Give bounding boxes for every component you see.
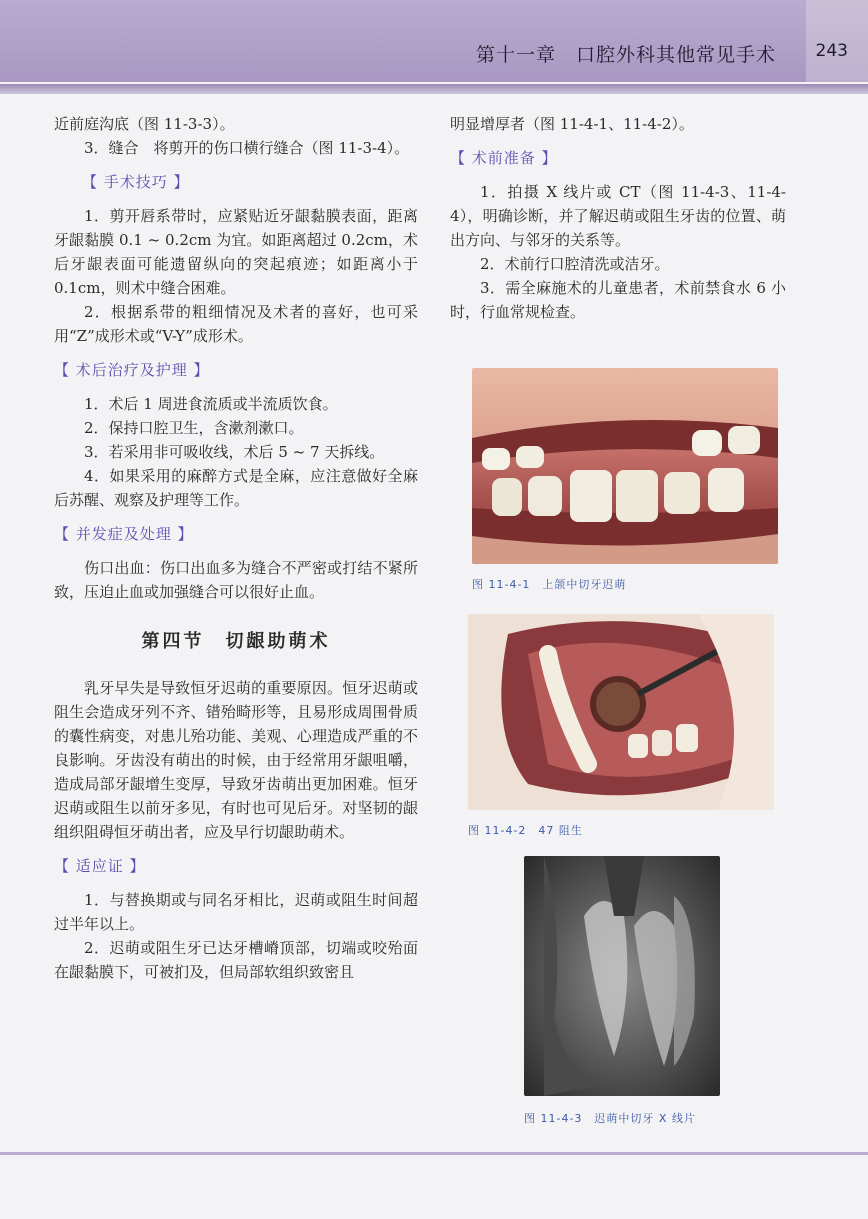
header-divider	[0, 84, 868, 94]
xray-illustration	[524, 856, 720, 1096]
paragraph: 4．如果采用的麻醉方式是全麻，应注意做好全麻后苏醒、观察及护理等工作。	[54, 467, 418, 509]
left-column	[54, 112, 418, 984]
paragraph: 2．迟萌或阻生牙已达牙槽嵴顶部，切端或咬殆面在龈黏膜下，可被扪及，但局部软组织致密且	[54, 939, 418, 981]
paragraph: 1．拍摄 X 线片或 CT（图 11-4-3、11-4-4），明确诊断，并了解迟萌或阻生牙齿的位置、萌出方向、与邻牙的关系等。	[450, 183, 786, 249]
right-column	[450, 112, 786, 324]
section-label-complication: 【 并发症及处理 】	[54, 525, 194, 543]
paragraph: 2．根据系带的粗细情况及术者的喜好，也可采用“Z”成形术或“V-Y”成形术。	[54, 303, 418, 345]
paragraph: 1．与替换期或与同名牙相比，迟萌或阻生时间超过半年以上。	[54, 891, 418, 933]
paragraph: 2．术前行口腔清洗或洁牙。	[480, 255, 670, 273]
figure-11-4-1-caption: 图 11-4-1 上颌中切牙迟萌	[472, 578, 627, 591]
molar-mirror-photo-illustration	[468, 614, 774, 810]
paragraph: 3．需全麻施术的儿童患者，术前禁食水 6 小时，行血常规检查。	[450, 279, 786, 321]
figure-11-4-3-xray	[524, 856, 720, 1096]
paragraph: 近前庭沟底（图 11-3-3）。	[54, 115, 235, 133]
footer-divider	[0, 1152, 868, 1155]
section-label-preop: 【 术前准备 】	[450, 149, 558, 167]
teeth-photo-illustration	[472, 368, 778, 564]
figure-11-4-3-caption: 图 11-4-3 迟萌中切牙 X 线片	[524, 1112, 696, 1125]
paragraph: 3．缝合 将剪开的伤口横行缝合（图 11-3-4）。	[84, 139, 410, 157]
section-title: 第四节 切龈助萌术	[141, 631, 331, 652]
section-label-technique: 【 手术技巧 】	[82, 173, 190, 191]
paragraph: 伤口出血：伤口出血多为缝合不严密或打结不紧所致，压迫止血或加强缝合可以很好止血。	[54, 559, 418, 601]
page-number: 243	[815, 41, 848, 61]
figure-11-4-2-caption: 图 11-4-2 47 阻生	[468, 824, 583, 837]
paragraph: 1．剪开唇系带时，应紧贴近牙龈黏膜表面，距离牙龈黏膜 0.1 ~ 0.2cm 为宜。如距离超过 0.2cm，术后牙龈表面可能遗留纵向的突起痕迹；如距离小于 0.1cm，则术中缝合困难。	[54, 207, 418, 297]
chapter-title: 第十一章 口腔外科其他常见手术	[475, 44, 776, 66]
paragraph: 3．若采用非可吸收线，术后 5 ~ 7 天拆线。	[84, 443, 385, 461]
figure-11-4-2-photo	[468, 614, 774, 810]
paragraph: 乳牙早失是导致恒牙迟萌的重要原因。恒牙迟萌或阻生会造成牙列不齐、错殆畸形等，且易形成周围骨质的囊性病变，对患儿殆功能、美观、心理造成严重的不良影响。牙齿没有萌出的时候，由于经常用牙龈咀嚼，造成局部牙龈增生变厚，导致牙齿萌出更加困难。恒牙迟萌或阻生以前牙多见，有时也可见后牙。对坚韧的龈组织阻碍恒牙萌出者，应及早行切龈助萌术。	[54, 679, 418, 841]
paragraph: 1．术后 1 周进食流质或半流质饮食。	[84, 395, 338, 413]
paragraph: 2．保持口腔卫生，含漱剂漱口。	[84, 419, 304, 437]
section-label-indication: 【 适应证 】	[54, 857, 146, 875]
section-label-postop: 【 术后治疗及护理 】	[54, 361, 210, 379]
figure-11-4-1-photo	[472, 368, 778, 564]
paragraph: 明显增厚者（图 11-4-1、11-4-2）。	[450, 115, 694, 133]
